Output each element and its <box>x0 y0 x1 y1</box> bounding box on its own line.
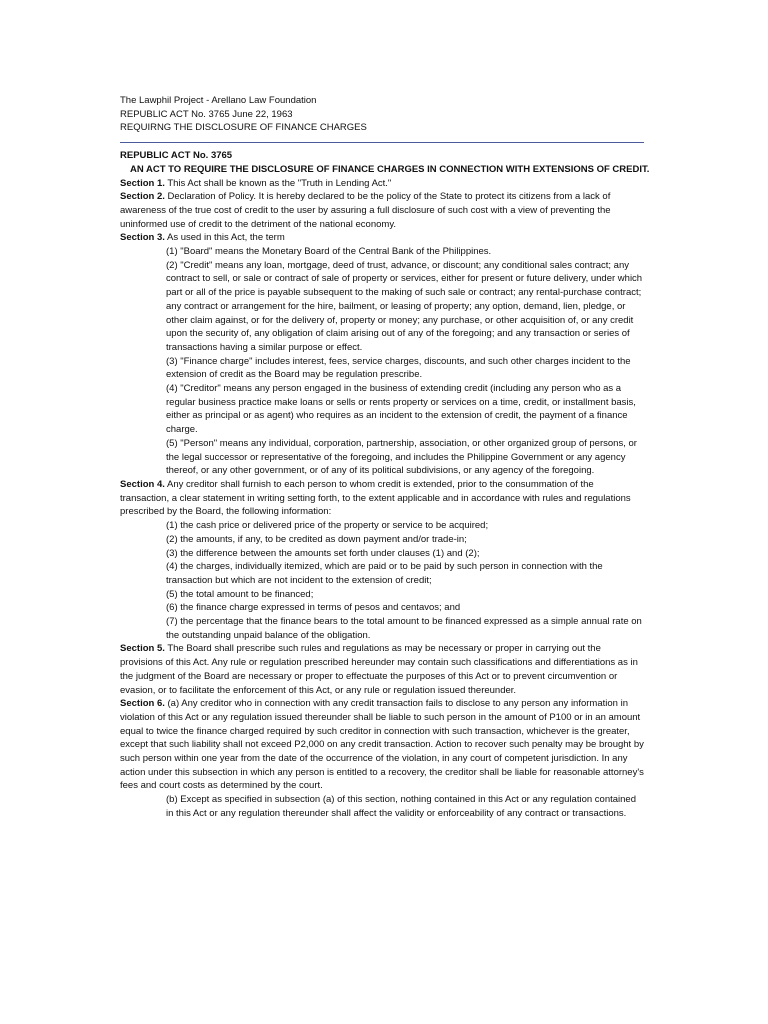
source-line: The Lawphil Project - Arellano Law Foundation <box>120 95 317 106</box>
list-item: (7) the percentage that the finance bears to the total amount to be financed expressed as a simple annual rate on the outstanding unpaid balance of the obligation. <box>166 616 642 641</box>
section-label: Section 1. <box>120 177 165 189</box>
definition-item: (2) "Credit" means any loan, mortgage, deed of trust, advance, or discount; any conditional sales contract; any contract to sell, or sale or contract of sale of property or services, either for present or future delivery, under which part or all of the price is payable subsequent to the making of such sale or contract; any rental-purchase contract; any contract or arrangement for the hire, bailment, or leasing of property; any option, demand, lien, pledge, or other claim against, or for the delivery of, property or money; any purchase, or other acquisition of, or any credit upon the security of, any obligation of claim arising out of any of the foregoing; and any transaction or series of transactions having a similar purpose or effect. <box>166 259 643 353</box>
definition-item: (3) "Finance charge" includes interest, fees, service charges, discounts, and such other charges incident to the extension of credit as the Board may be regulation prescribe. <box>166 355 631 381</box>
section-1 <box>120 177 644 191</box>
section-text: (a) Any creditor who in connection with any credit transaction fails to disclose to any person any information in violation of this Act or any regulation issued thereunder shall be liable to such person in the amount of P100 or in an amount equal to twice the finance charged required by such creditor in connection with such transaction, whichever is the greater, except that such liability shall not exceed P2,000 on any credit transaction. Action to recover such penalty may be brought by such person within one year from the date of the occurrence of the violation, in any court of competent jurisdiction. In any action under this subsection in which any person is entitled to a recovery, the creditor shall be liable for reasonable attorney's fees and court costs as determined by the court. <box>120 698 644 792</box>
section-label: Section 2. <box>120 191 165 203</box>
section-label: Section 4. <box>120 478 165 490</box>
section-text: Declaration of Policy. It is hereby declared to be the policy of the State to protect its citizens from a lack of awareness of the true cost of credit to the user by assuring a full disclosure of such cost with a view of preventing the uninformed use of credit to the detriment of the national economy. <box>120 191 611 230</box>
act-number: REPUBLIC ACT No. 3765 <box>120 150 233 162</box>
definition-item: (5) "Person" means any individual, corporation, partnership, association, or other organized group of persons, or the legal successor or representative of the foregoing, and includes the Philippine Government or any agency thereof, or any other government, or of any of its political subdivisions, or any agency of the foregoing. <box>166 437 637 477</box>
section-5 <box>120 642 644 697</box>
header-divider <box>120 142 644 143</box>
definition-item: (1) "Board" means the Monetary Board of the Central Bank of the Philippines. <box>166 246 492 258</box>
section-text: The Board shall prescribe such rules and regulations as may be necessary or proper in carrying out the provisions of this Act. Any rule or regulation prescribed hereunder may contain such classifications and differentiations as in the judgment of the Board are necessary or proper to effectuate the purposes of this Act or to prevent circumvention or evasion, or to facilitate the enforcement of this Act, or any rule or regulation issued thereunder. <box>120 643 638 696</box>
section-text: As used in this Act, the term <box>164 232 285 244</box>
definition-item: (4) "Creditor" means any person engaged in the business of extending credit (including any person who as a regular business practice make loans or sells or rents property or services on a time, credit, or installment basis, either as principal or as agent) who requires as an incident to the extension of credit, the payment of a finance charge. <box>166 383 636 436</box>
section-label: Section 6. <box>120 698 165 710</box>
section-3-definitions <box>120 245 644 478</box>
act-title: AN ACT TO REQUIRE THE DISCLOSURE OF FINANCE CHARGES IN CONNECTION WITH EXTENSIONS OF CREDIT. <box>130 163 650 175</box>
list-item: (4) the charges, individually itemized, which are paid or to be paid by such person in connection with the transaction but which are not incident to the extension of credit; <box>166 561 603 586</box>
list-item: (5) the total amount to be financed; <box>166 588 314 600</box>
section-4 <box>120 478 644 519</box>
section-text: Any creditor shall furnish to each person to whom credit is extended, prior to the consummation of the transaction, a clear statement in writing setting forth, to the extent applicable and in accordance with rules and regulations prescribed by the Board, the following information: <box>120 478 631 518</box>
section-3 <box>120 231 644 245</box>
section-4-information-list <box>120 519 644 642</box>
list-item: (2) the amounts, if any, to be credited as down payment and/or trade-in; <box>166 533 467 545</box>
list-item: (6) the finance charge expressed in terms of pesos and centavos; and <box>166 602 461 614</box>
list-item: (1) the cash price or delivered price of the property or service to be acquired; <box>166 520 489 532</box>
section-label: Section 5. <box>120 643 165 655</box>
section-6 <box>120 697 644 793</box>
section-label: Section 3. <box>120 232 165 244</box>
section-6-subsections <box>120 793 644 820</box>
list-item: (3) the difference between the amounts set forth under clauses (1) and (2); <box>166 547 480 559</box>
document-page <box>120 94 650 821</box>
act-date-line: REPUBLIC ACT No. 3765 June 22, 1963 <box>120 108 293 120</box>
subsection-item: (b) Except as specified in subsection (a) of this section, nothing contained in this Act or any regulation contained in this Act or any regulation thereunder shall affect the validity or enforceability of any contract or transactions. <box>166 794 636 819</box>
act-subject-line: REQUIRNG THE DISCLOSURE OF FINANCE CHARGES <box>120 122 367 134</box>
section-text: This Act shall be known as the "Truth in Lending Act." <box>164 177 392 189</box>
section-2 <box>120 190 644 231</box>
